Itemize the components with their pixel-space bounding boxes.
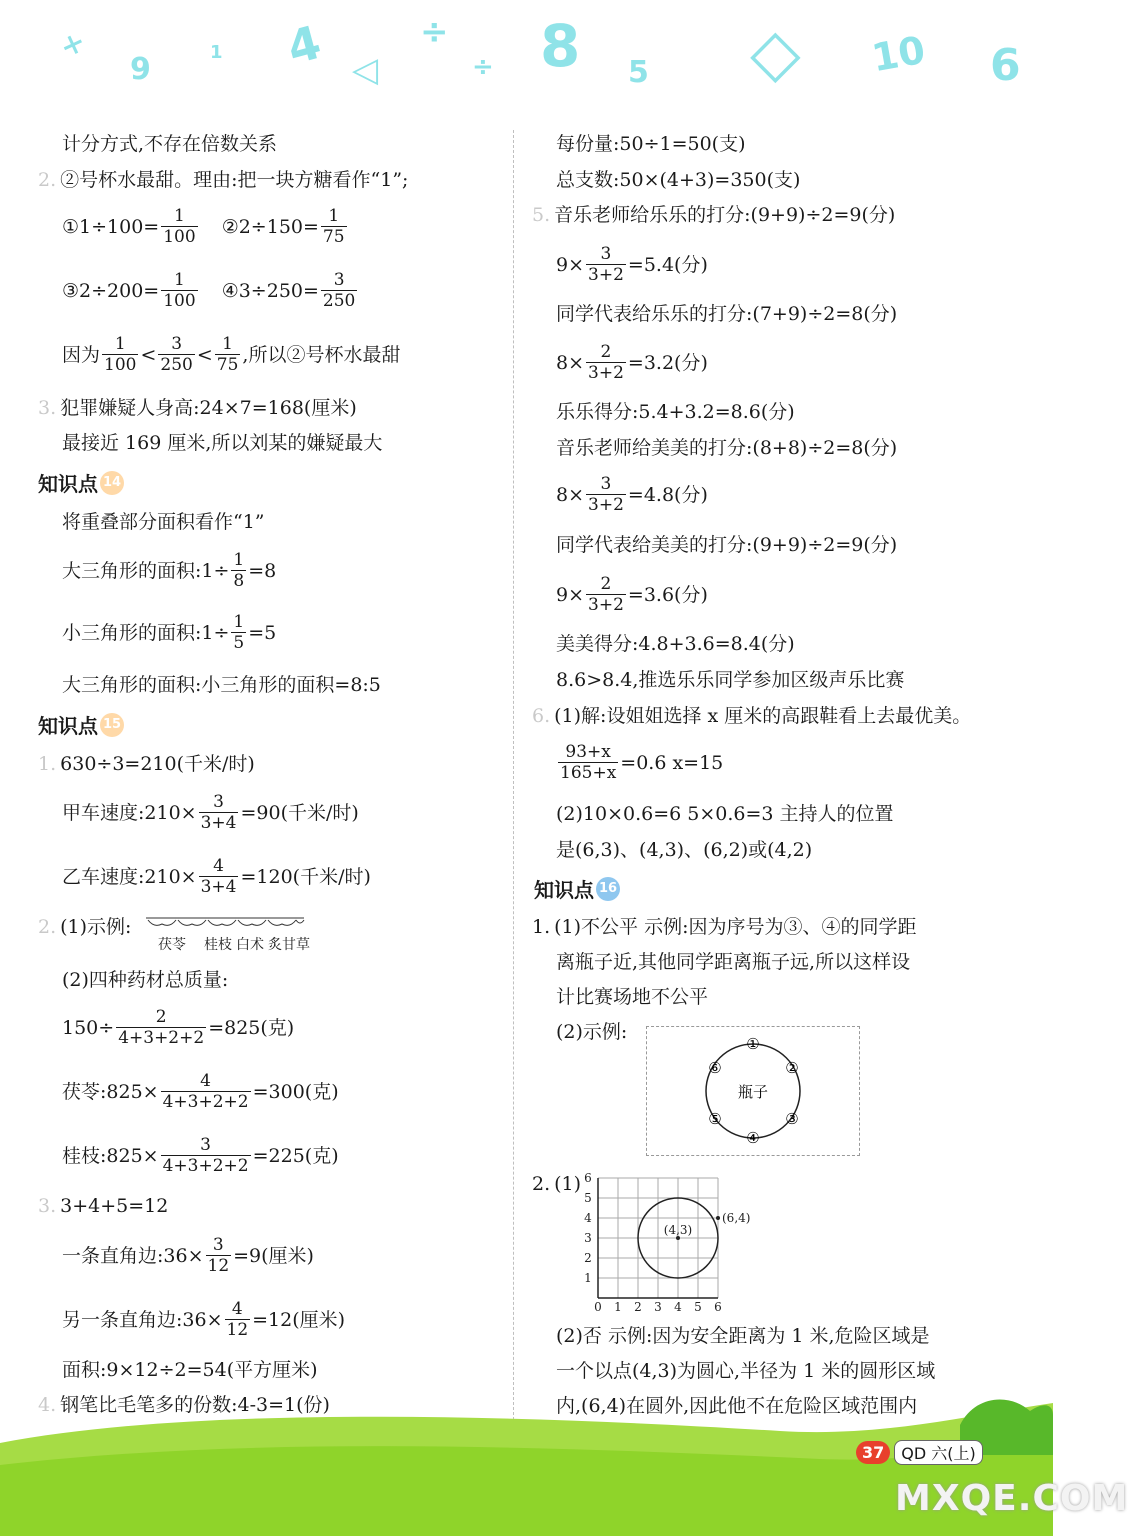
- y-tick: 6: [584, 1171, 592, 1185]
- fraction: $\frac{1}{8}$: [233, 550, 245, 591]
- expr: 9×: [556, 583, 585, 606]
- equation-line: [556, 474, 708, 515]
- fraction: $\frac{1}{100}$: [163, 270, 196, 311]
- seat-number: ③: [785, 1110, 799, 1128]
- herb-label: 炙甘草: [268, 937, 310, 953]
- question-number: 3.: [38, 1195, 57, 1217]
- expr: =3.2(分): [627, 351, 708, 374]
- equation-line: [556, 342, 708, 383]
- text-line: 是(6,3)、(4,3)、(6,2)或(4,2): [556, 839, 813, 861]
- question-text: ②号杯水最甜。理由:把一块方糖看作“1”;: [60, 169, 409, 191]
- fraction: $\frac{3}{250}$: [322, 270, 356, 311]
- question-2c: [532, 1172, 581, 1196]
- expr: 一条直角边:36×: [62, 1244, 204, 1267]
- expr: 另一条直角边:36×: [62, 1308, 223, 1331]
- herb-label: 白术: [236, 937, 264, 953]
- deco-glyph: 5: [628, 55, 649, 90]
- fraction: $\frac{3}{3+2}$: [588, 474, 624, 515]
- deco-glyph: ÷: [472, 52, 494, 82]
- expr: 大三角形的面积:1÷: [62, 559, 230, 582]
- fraction: $\frac{3}{4+3+2+2}$: [162, 1135, 249, 1176]
- x-tick: 0: [594, 1300, 602, 1314]
- herb-labels: [158, 936, 310, 954]
- bottle-circle-figure: [646, 1026, 860, 1156]
- text-line: 内,(6,4)在圆外,因此他不在危险区域范围内: [556, 1395, 918, 1417]
- question-number: 6.: [532, 705, 551, 727]
- expr: ,所以②号杯水最甜: [242, 343, 401, 366]
- deco-glyph: 10: [868, 27, 929, 81]
- expr: 茯苓:825×: [62, 1080, 159, 1103]
- text-line: 大三角形的面积:小三角形的面积=8:5: [62, 674, 381, 696]
- fraction: $\frac{93+x}{165+x}$: [560, 742, 617, 783]
- section-heading-14: [38, 468, 124, 497]
- text-line: (2)示例:: [556, 1021, 628, 1043]
- expr: =5: [248, 621, 277, 644]
- equation-line: [62, 856, 371, 897]
- fraction: $\frac{3}{12}$: [207, 1235, 230, 1276]
- y-tick: 5: [584, 1191, 592, 1205]
- center-label: (4,3): [663, 1223, 693, 1237]
- section-heading-16: [534, 874, 620, 903]
- question-text: (1): [554, 1173, 582, 1195]
- fraction: $\frac{2}{3+2}$: [588, 574, 624, 615]
- question-text: 3+4+5=12: [60, 1195, 169, 1217]
- text-line: (2)四种药材总质量:: [62, 969, 229, 991]
- equation-line: [62, 1299, 345, 1340]
- text-line: 最接近 169 厘米,所以刘某的嫌疑最大: [62, 432, 383, 454]
- y-tick: 2: [584, 1251, 592, 1265]
- question-number: 3.: [38, 397, 57, 419]
- fraction: $\frac{4}{12}$: [226, 1299, 249, 1340]
- section-badge: 16: [596, 877, 620, 901]
- herb-label: 桂枝: [204, 937, 232, 953]
- expr: 150÷: [62, 1016, 115, 1039]
- text-line: 同学代表给美美的打分:(9+9)÷2=9(分): [556, 534, 898, 556]
- equation-line: [62, 1007, 294, 1048]
- point-label: (6,4): [722, 1211, 751, 1225]
- text-line: (2)10×0.6=6 5×0.6=3 主持人的位置: [556, 803, 894, 825]
- fraction: $\frac{1}{5}$: [233, 612, 245, 653]
- expr: =300(克): [252, 1080, 339, 1103]
- equation-line: [62, 1135, 339, 1176]
- fraction: $\frac{1}{75}$: [216, 334, 239, 375]
- equation-line: [556, 574, 708, 615]
- question-1: [38, 752, 255, 776]
- text-line: (2)否 示例:因为安全距离为 1 米,危险区域是: [556, 1325, 930, 1347]
- expr: =12(厘米): [252, 1308, 346, 1331]
- expr: ①1÷100=: [62, 215, 160, 238]
- question-number: 2.: [532, 1173, 551, 1195]
- seat-number: ④: [746, 1129, 760, 1147]
- seat-number: ⑤: [708, 1110, 722, 1128]
- question-1b: [532, 915, 917, 939]
- expr: <: [196, 343, 213, 366]
- deco-glyph: 4: [281, 14, 327, 76]
- question-number: 1.: [532, 916, 551, 938]
- section-badge: 14: [100, 471, 124, 495]
- x-tick: 3: [654, 1300, 662, 1314]
- equation-line: [556, 244, 708, 285]
- page-number-badge: [856, 1440, 983, 1465]
- expr: 8×: [556, 483, 585, 506]
- deco-glyph: 9: [130, 52, 151, 87]
- expr: =9(厘米): [233, 1244, 314, 1267]
- column-divider: [513, 130, 514, 1420]
- deco-glyph: ÷: [420, 12, 449, 52]
- text-line: 离瓶子近,其他同学距离瓶子远,所以这样设: [556, 951, 911, 973]
- deco-glyph: 1: [210, 42, 223, 63]
- text-line: 面积:9×12÷2=54(平方厘米): [62, 1359, 318, 1381]
- person-point: [716, 1216, 720, 1220]
- question-number: 2.: [38, 169, 57, 191]
- expr: =0.6 x=15: [620, 751, 724, 774]
- question-number: 2.: [38, 916, 57, 938]
- expr: 9×: [556, 253, 585, 276]
- question-2b: [38, 915, 131, 939]
- expr: ②2÷150=: [221, 215, 319, 238]
- text-line: 计比赛场地不公平: [556, 986, 709, 1008]
- question-number: 4.: [38, 1394, 57, 1416]
- equation-line: [62, 270, 359, 311]
- deco-glyph: ◇: [750, 14, 801, 91]
- section-title: 知识点: [38, 714, 98, 738]
- seat-number: ①: [746, 1035, 760, 1053]
- deco-glyph: ×: [57, 27, 89, 63]
- text-line: 总支数:50×(4+3)=350(支): [556, 169, 801, 191]
- fraction: $\frac{3}{250}$: [160, 334, 193, 375]
- expr: 小三角形的面积:1÷: [62, 621, 230, 644]
- question-text: 630÷3=210(千米/时): [60, 753, 255, 775]
- text-line: 将重叠部分面积看作“1”: [62, 511, 265, 533]
- text-line: 美美得分:4.8+3.6=8.4(分): [556, 633, 795, 655]
- comparison-line: [62, 334, 400, 375]
- equation-line: [62, 612, 276, 653]
- top-decoration: [0, 0, 1053, 110]
- book-label: QD 六(上): [894, 1440, 983, 1465]
- herb-label: 茯苓: [158, 937, 186, 953]
- fraction: $\frac{3}{3+2}$: [588, 244, 624, 285]
- y-tick: 1: [584, 1271, 592, 1285]
- text-line: 音乐老师给美美的打分:(8+8)÷2=8(分): [556, 437, 898, 459]
- question-number: 1.: [38, 753, 57, 775]
- equation-line: [556, 742, 723, 783]
- text-line: 乐乐得分:5.4+3.2=8.6(分): [556, 401, 795, 423]
- x-tick: 4: [674, 1300, 682, 1314]
- expr: 8×: [556, 351, 585, 374]
- deco-glyph: 6: [990, 40, 1021, 91]
- expr: 因为: [62, 343, 101, 366]
- y-tick: 3: [584, 1231, 592, 1245]
- question-3: [38, 396, 357, 420]
- bottle-circle-svg: [647, 1027, 859, 1155]
- x-tick: 1: [614, 1300, 622, 1314]
- x-tick: 2: [634, 1300, 642, 1314]
- question-text: (1)解:设姐姐选择 x 厘米的高跟鞋看上去最优美。: [554, 705, 972, 727]
- section-title: 知识点: [534, 878, 594, 902]
- text-line: 计分方式,不存在倍数关系: [62, 133, 278, 155]
- deco-glyph: ◁: [352, 50, 379, 90]
- question-text: (1)不公平 示例:因为序号为③、④的同学距: [554, 916, 917, 938]
- deco-glyph: 8: [540, 12, 581, 80]
- fraction: $\frac{4}{4+3+2+2}$: [162, 1071, 249, 1112]
- expr: 乙车速度:210×: [62, 865, 197, 888]
- expr: ④3÷250=: [221, 279, 319, 302]
- text-line: 每份量:50÷1=50(支): [556, 133, 746, 155]
- equation-line: [62, 1071, 339, 1112]
- equation-line: [62, 792, 359, 833]
- fraction: $\frac{2}{4+3+2+2}$: [118, 1007, 205, 1048]
- equation-line: [62, 1235, 314, 1276]
- fraction: $\frac{1}{100}$: [104, 334, 137, 375]
- fraction: $\frac{1}{100}$: [163, 206, 196, 247]
- text-line: 一个以点(4,3)为圆心,半径为 1 米的圆形区域: [556, 1360, 936, 1382]
- expr: =8: [248, 559, 277, 582]
- section-title: 知识点: [38, 472, 98, 496]
- section-heading-15: [38, 710, 124, 739]
- question-3b: [38, 1194, 168, 1218]
- seat-number: ②: [785, 1059, 799, 1077]
- expr: =225(克): [252, 1144, 339, 1167]
- page-number: 37: [856, 1441, 890, 1464]
- expr: 桂枝:825×: [62, 1144, 159, 1167]
- question-text: (1)示例:: [60, 916, 132, 938]
- coordinate-grid: [578, 1172, 758, 1314]
- text-line: 同学代表给乐乐的打分:(7+9)÷2=8(分): [556, 303, 898, 325]
- question-text: 钢笔比毛笔多的份数:4-3=1(份): [60, 1394, 330, 1416]
- equation-line: [62, 206, 349, 247]
- x-tick: 6: [714, 1300, 722, 1314]
- expr: =5.4(分): [627, 253, 708, 276]
- question-number: 5.: [532, 204, 551, 226]
- question-text: 音乐老师给乐乐的打分:(9+9)÷2=9(分): [554, 204, 896, 226]
- x-tick: 5: [694, 1300, 702, 1314]
- question-2: [38, 168, 408, 192]
- section-badge: 15: [100, 713, 124, 737]
- question-5: [532, 203, 895, 227]
- expr: ③2÷200=: [62, 279, 160, 302]
- fraction: $\frac{4}{3+4}$: [200, 856, 237, 897]
- question-text: 犯罪嫌疑人身高:24×7=168(厘米): [60, 397, 357, 419]
- watermark: MXQE.COM: [895, 1478, 1128, 1519]
- expr: =3.6(分): [627, 583, 708, 606]
- bottle-label: 瓶子: [737, 1083, 769, 1101]
- fraction: $\frac{1}{75}$: [322, 206, 345, 247]
- question-6: [532, 704, 971, 728]
- expr: =825(克): [208, 1016, 295, 1039]
- expr: 甲车速度:210×: [62, 801, 197, 824]
- expr: <: [140, 343, 157, 366]
- expr: =90(千米/时): [240, 801, 359, 824]
- text-line: 8.6>8.4,推选乐乐同学参加区级声乐比赛: [556, 669, 905, 691]
- seat-number: ⑥: [708, 1059, 722, 1077]
- y-tick: 4: [584, 1211, 592, 1225]
- expr: =4.8(分): [627, 483, 708, 506]
- equation-line: [62, 550, 276, 591]
- expr: =120(千米/时): [240, 865, 371, 888]
- fraction: $\frac{3}{3+4}$: [200, 792, 237, 833]
- fraction: $\frac{2}{3+2}$: [588, 342, 624, 383]
